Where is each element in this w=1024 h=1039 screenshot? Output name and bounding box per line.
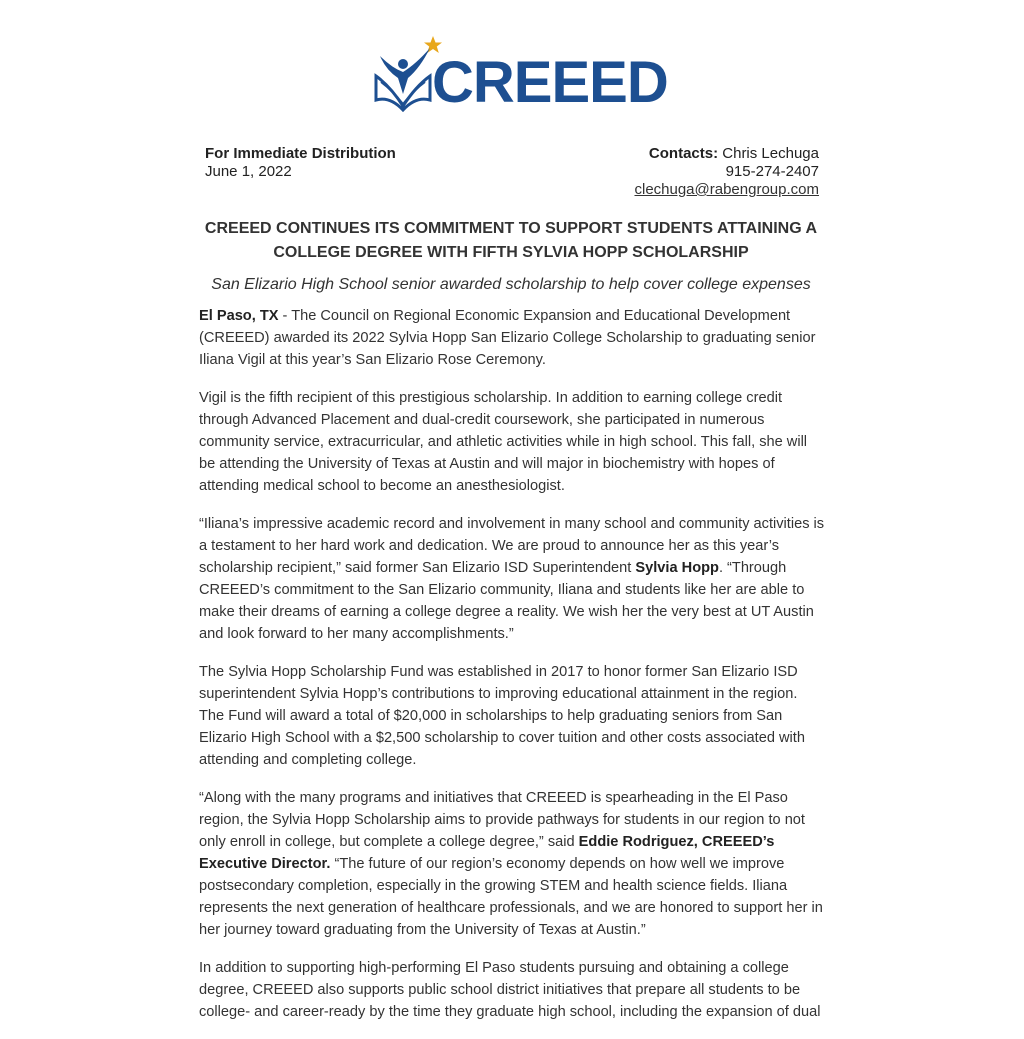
paragraph-6: In addition to supporting high-performing El Paso students pursuing and obtaining a college degree, CREEED also supports public school district initiatives that prepare all students to be college- and career-ready by the time they graduate high school, including the expansion of dual: [199, 960, 821, 1020]
paragraph-3-bold: Sylvia Hopp: [635, 560, 719, 576]
paragraph-5: [199, 787, 825, 941]
contact-name: Chris Lechuga: [722, 145, 819, 162]
paragraph-3-text-b: . “Through CREEED’s commitment to the San Elizario community, Iliana and students like her are able to make their dreams of earning a college degree a reality. We wish her the very best at UT Austin and look forward to her many accomplishments.”: [199, 560, 814, 642]
release-date: June 1, 2022: [205, 163, 292, 180]
creeed-logo: [372, 34, 668, 115]
dateline: El Paso, TX: [199, 308, 279, 324]
contacts-label: Contacts:: [648, 145, 719, 162]
paragraph-5-text-a: “Along with the many programs and initiatives that CREEED is spearheading in the El Paso region, the Sylvia Hopp Scholarship aims to provide pathways for students in our region to not only enroll in college, but complete a college degree,” said: [199, 790, 805, 850]
paragraph-3: [199, 513, 825, 645]
press-release-headline: CREEED CONTINUES ITS COMMITMENT TO SUPPORT STUDENTS ATTAINING A COLLEGE DEGREE WITH FIFTH SYLVIA HOPP SCHOLARSHIP: [204, 220, 818, 261]
paragraph-5-text-b: “The future of our region’s economy depends on how well we improve postsecondary completion, especially in the growing STEM and health science fields. Iliana represents the next generation of healthcare professionals, and we are honored to support her in her journey toward graduating from the University of Texas at Austin.”: [199, 856, 823, 938]
distribution-block: [205, 145, 396, 181]
contact-email-link[interactable]: clechuga@rabengroup.com: [634, 181, 819, 198]
paragraph-1-text: - The Council on Regional Economic Expansion and Educational Development (CREEED) awarded its 2022 Sylvia Hopp San Elizario College Scholarship to graduating senior Iliana Vigil at this year’s San Elizario Rose Ceremony.: [199, 308, 816, 368]
distribution-label: For Immediate Distribution: [205, 145, 396, 162]
press-release-subhead: San Elizario High School senior awarded scholarship to help cover college expenses: [211, 276, 811, 293]
press-release-body: [199, 305, 825, 1039]
logo-wordmark: CREEED: [432, 50, 668, 115]
paragraph-4: The Sylvia Hopp Scholarship Fund was established in 2017 to honor former San Elizario ISD superintendent Sylvia Hopp’s contributions to improving educational attainment in the region. The Fund will award a total of $20,000 in scholarships to help graduating seniors from San Elizario High School with a $2,500 scholarship to cover tuition and other costs associated with attending and completing college.: [199, 664, 805, 768]
paragraph-1: [199, 305, 825, 371]
contact-line: [634, 145, 819, 163]
paragraph-3-text-a: “Iliana’s impressive academic record and involvement in many school and community activities is a testament to her hard work and dedication. We are proud to announce her as this year’s scholarship recipient,” said former San Elizario ISD Superintendent: [199, 516, 825, 576]
paragraph-2: Vigil is the fifth recipient of this prestigious scholarship. In addition to earning college credit through Advanced Placement and dual-credit coursework, she participated in numerous community service, extracurricular, and athletic activities while in high school. This fall, she will be attending the University of Texas at Austin and will major in biochemistry with hopes of attending medical school to become an anesthesiologist.: [199, 390, 808, 494]
paragraph-5-bold: Eddie Rodriguez, CREEED’s Executive Director.: [199, 834, 775, 872]
contacts-block: [634, 145, 819, 199]
contact-phone: 915-274-2407: [725, 163, 819, 180]
